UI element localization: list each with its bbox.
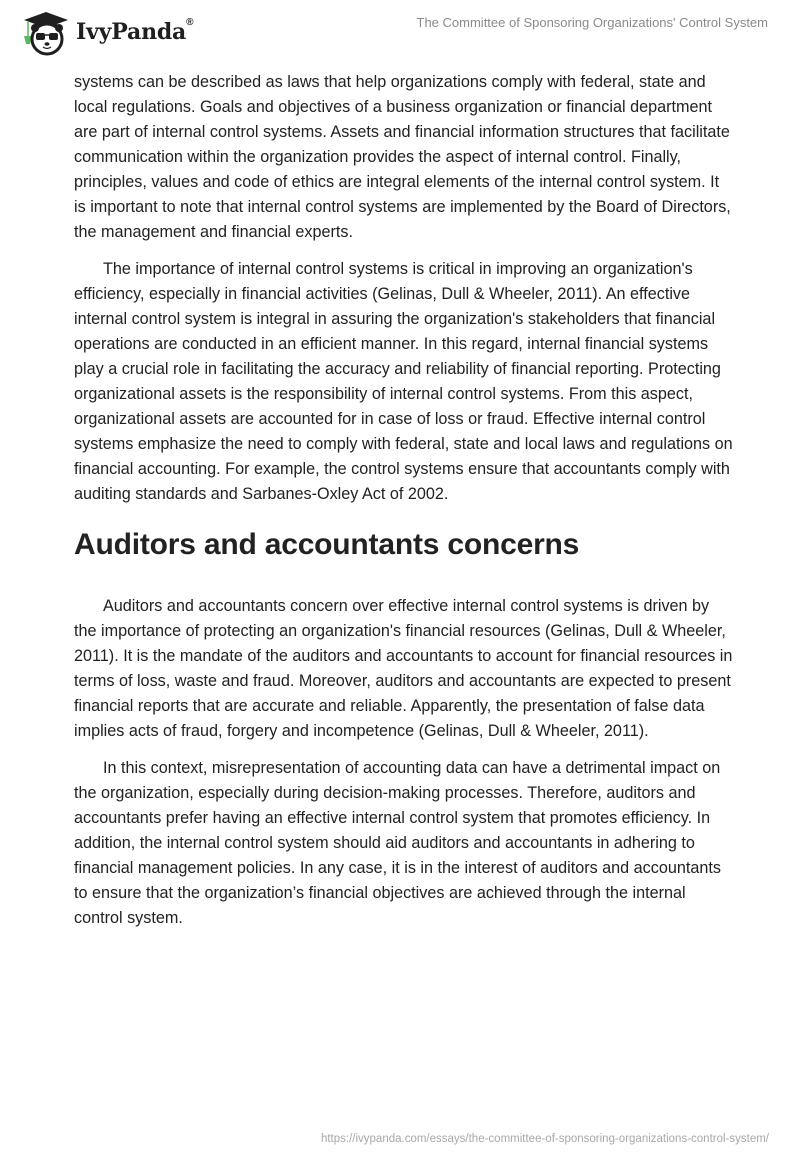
registered-mark: ® [186,17,194,28]
section-heading: Auditors and accountants concerns [74,528,580,561]
paragraph: Auditors and accountants concern over effective internal control systems is driven by the importance of protecting an organization's financial resources (Gelinas, Dull & Wheeler, 2011). It is the mandate of the auditors and accountants to account for financial resources in terms of loss, waste and fraud. Moreover, auditors and accountants are expected to present financial reports that are accurate and reliable. Apparently, the presentation of false data implies acts of fraud, forgery and incompetence (Gelinas, Dull & Wheeler, 2011). [74,597,733,740]
page-header [0,0,800,62]
paragraph: In this context, misrepresentation of accounting data can have a detrimental impact on the organization, especially during decision-making processes. Therefore, auditors and accountants prefer having an effective internal control system that promotes efficiency. In addition, the internal control system should aid auditors and accountants in adhering to financial management policies. In any case, it is in the interest of auditors and accountants to ensure that the organization’s financial objectives are achieved through the internal control system. [74,759,721,927]
paragraph: The importance of internal control systems is critical in improving an organization's efficiency, especially in financial activities (Gelinas, Dull & Wheeler, 2011). An effective internal control system is integral in assuring the organization's stakeholders that financial operations are conducted in an efficient manner. In this regard, internal financial systems play a crucial role in facilitating the accuracy and reliability of financial reporting. Protecting organizational assets is the responsibility of internal control systems. From this aspect, organizational assets are accounted for in case of loss or fraud. Effective internal control systems emphasize the need to comply with federal, state and local laws and regulations on financial accounting. For example, the control systems ensure that accountants comply with auditing standards and Sarbanes-Oxley Act of 2002. [74,260,733,503]
essay-body [74,70,734,943]
document-title: The Committee of Sponsoring Organizations' Control System [416,15,768,30]
brand-name: IvyPanda® [76,17,194,45]
panda-graduate-icon [18,8,74,56]
ivypanda-logo[interactable] [18,8,193,56]
paragraph: systems can be described as laws that help organizations comply with federal, state and local regulations. Goals and objectives of a business organization or financial department are part of internal control systems. Assets and financial information structures that facilitate communication within the organization provides the aspect of internal control. Finally, principles, values and code of ethics are integral elements of the internal control system. It is important to note that internal control systems are implemented by the Board of Directors, the management and financial experts. [74,73,731,241]
source-url-link[interactable]: https://ivypanda.com/essays/the-committee-of-sponsoring-organizations-control-system/ [320,1133,769,1145]
